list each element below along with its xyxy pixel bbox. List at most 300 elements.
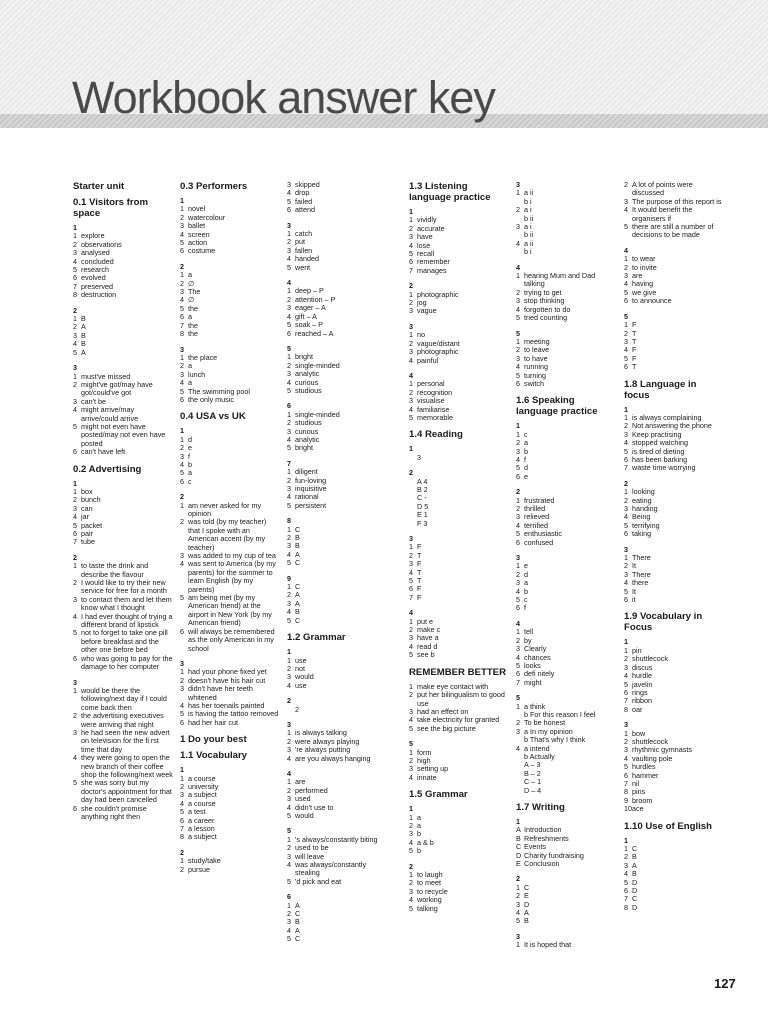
exercise-block [73,307,173,357]
answer-item-number: 1 [287,834,291,844]
answer-section [624,181,724,372]
answer-line [73,687,173,712]
exercise-block [624,638,724,714]
answer-item-number: 1 [516,882,520,892]
answer-text: she was sorry but my doctor's appointment for that day had been cancelled [81,778,174,805]
answer-item-number: 2 [409,755,413,765]
answer-section [516,395,616,795]
answer-text: D [632,877,638,887]
answer-text: T [632,362,637,372]
answer-text: f [524,603,526,613]
answer-text: study/take [188,856,221,866]
answer-text: broom [632,795,653,805]
answer-line [180,594,280,628]
exercise-block [516,554,616,613]
answer-line [73,406,173,423]
answer-item-number: 6 [180,815,184,825]
exercise-number: 3 [73,677,77,687]
exercise-block [180,263,280,339]
section-title: 0.4 USA vs UK [180,411,246,423]
answer-text: put her bilingualism to good use [417,690,507,708]
answer-text: A [81,322,86,332]
exercise-block [73,480,173,547]
answer-line [180,371,280,379]
answer-item-number: 3 [624,504,628,513]
answer-item-number: 2 [73,379,77,389]
answer-line [287,617,387,625]
exercise-block [409,372,509,422]
answer-item-number: 3 [409,306,413,316]
exercise-number: 4 [287,278,291,288]
exercise-number: 2 [624,478,628,488]
answer-line [287,330,387,338]
answer-item-number: 1 [180,434,184,444]
answer-line [516,892,616,900]
answer-section [624,379,724,605]
answer-text: fallen [295,245,313,255]
answer-item-number: 2 [409,223,413,233]
answer-item-number: 4 [287,802,291,812]
answer-text: reached – A [295,328,334,338]
answer-item-number: 4 [624,279,628,289]
answer-text: hammer [632,770,659,780]
answer-text: are [295,777,306,787]
answer-item-number: 1 [180,667,184,677]
section-title: 0.2 Advertising [73,463,142,475]
answer-item-number: 4 [624,438,628,448]
answer-text: chances [524,652,551,662]
answer-item-number: 4 [287,753,291,763]
exercise-number: 1 [409,444,413,454]
answer-line [624,363,724,371]
answer-text: c [524,429,528,439]
exercise-block [624,721,724,813]
answer-item-number: 3 [287,745,291,755]
answer-line [287,902,387,910]
answer-item-number: B [516,833,521,843]
answer-item-number: 4 [624,578,628,588]
answer-text: a [417,812,421,822]
answer-item-number: 2 [287,418,291,428]
answer-text: accurate [417,223,445,233]
answer-text: was sent to America (by my parents) for the summer to learn English (by my parents) [188,559,278,594]
exercise-number: 3 [409,321,413,331]
exercise-number: 5 [516,328,520,338]
exercise-block [409,323,509,365]
answer-item-number: 5 [624,353,628,363]
exercise-number: 1 [624,637,628,647]
answer-text: B [295,607,300,617]
answer-text: analytic [295,369,320,379]
answer-text: a In my opinion [524,726,573,736]
answer-item-number: 1 [516,701,520,711]
answer-text: a ii [524,188,534,198]
answer-item-number: 5 [287,262,291,272]
answer-text: can't have left [81,447,126,457]
exercise-block [409,445,509,462]
answer-line [287,551,387,559]
answer-line [287,927,387,935]
section-title: 1.6 Speaking language practice [516,395,598,418]
answer-text: There [632,569,651,579]
answer-line [287,608,387,616]
answer-item-number: 7 [180,824,184,833]
answer-column-5 [516,181,616,957]
answer-text: has her toenails painted [188,700,265,710]
answer-line [287,935,387,943]
exercise-block [409,863,509,913]
answer-text: personal [417,379,445,389]
answer-item-number: 5 [287,558,291,568]
answer-text: 're always putting [295,745,351,755]
answer-item-number: 7 [516,677,520,687]
answer-text: gift – A [295,311,317,321]
answer-item-number: 4 [73,405,77,415]
exercise-number: 1 [73,223,77,232]
answer-text: jog [417,298,427,308]
answer-section [516,802,616,950]
answer-item-number: 2 [409,550,413,560]
exercise-number: 4 [624,245,628,255]
exercise-block [516,933,616,950]
answer-text: B [632,869,637,879]
answer-text: D 5 [417,501,429,511]
answer-line [409,725,509,733]
exercise-block [180,660,280,727]
answer-line [516,588,616,596]
answer-line [73,655,173,672]
answer-item-number: 3 [624,196,628,206]
answer-text: having [632,279,654,289]
answer-item-number: 6 [516,603,520,613]
answer-item-number: 2 [180,361,184,371]
answer-section [409,667,509,782]
section-title: 1 Do your best [180,734,247,746]
exercise-block [287,279,387,338]
answer-text: ballet [188,221,206,231]
answer-line [409,585,509,593]
answer-line [624,904,724,912]
answer-item-number: 2 [516,504,520,513]
answer-item-number: 1 [516,429,520,439]
exercise-number: 4 [516,618,520,628]
exercise-number: 2 [409,468,413,478]
answer-item-number: 5 [180,593,184,603]
answer-item-number: 5 [73,421,77,431]
answer-item-number: 6 [287,328,291,338]
answer-item-number: 6 [73,447,77,457]
answer-line [516,448,616,456]
answer-item-number: D [516,850,522,860]
answer-text: A [81,347,86,357]
answer-item-number: 5 [73,520,77,530]
exercise-block [409,282,509,316]
answer-item-number: 8 [180,832,184,842]
answer-item-number: 6 [180,394,184,404]
answer-item-number: 5 [180,807,184,817]
answer-column-6 [624,181,724,919]
answer-item-number: 3 [287,672,291,682]
answer-line [624,181,724,198]
answer-item-number: 4 [409,641,413,651]
answer-text: hurdle [632,671,652,681]
answer-item-number: 9 [624,795,628,805]
exercise-block [287,893,387,943]
answer-item-number: 2 [287,663,291,673]
answer-item-number: 3 [287,245,291,255]
answer-text: a [188,361,192,371]
answer-text: b [524,446,528,456]
answer-item-number: 4 [516,520,520,530]
answer-item-number: 1 [409,379,413,389]
answer-text: am never asked for my opinion [188,500,264,518]
answer-item-number: 4 [180,229,184,239]
answer-text: a test [188,807,206,817]
answer-text: f [524,454,526,464]
answer-line [73,805,173,822]
answer-text: photographic [417,289,459,299]
answer-item-number: 2 [180,517,184,527]
answer-line [287,206,387,214]
answer-line [287,526,387,534]
answer-text: a think [524,701,546,711]
answer-line [287,910,387,918]
answer-text: I would like to try their new service for free for a month [81,578,168,596]
answer-text: is having the tattoo removed [188,709,279,719]
answer-item-number: 2 [624,421,628,431]
section-title: 1.2 Grammar [287,632,346,644]
answer-item-number: 2 [516,205,520,215]
answer-item-number: 5 [287,811,291,820]
answer-text: C [295,558,301,568]
answer-item-number: 8 [73,290,77,300]
answer-item-number: 1 [73,486,77,496]
answer-text: to recycle [417,886,448,896]
answer-text: D – 4 [524,785,542,795]
answer-text: pair [81,529,93,538]
answer-line [409,569,509,577]
answer-text: to have [524,353,548,363]
exercise-block [287,517,387,567]
answer-item-number: 6 [180,626,184,636]
section-title: 1.3 Listening language practice [409,181,491,203]
answer-text: to meet [417,878,441,888]
answer-text: inquisitive [295,484,327,493]
exercise-block [409,683,509,733]
answer-item-number: 2 [180,212,184,222]
section-title: 1.9 Vocabulary in Focus [624,611,703,634]
answer-column-1 [73,181,173,828]
answer-item-number: 7 [73,537,77,547]
answer-item-number: 3 [287,794,291,804]
exercise-block [516,818,616,868]
answer-item-number: 2 [516,635,520,645]
answer-text: a career [188,815,215,825]
answer-item-number: 7 [409,592,413,602]
exercise-number: 8 [287,516,291,526]
answer-item-number: 4 [624,205,628,215]
answer-text: might arrive/may arrive/could arrive [81,405,139,423]
answer-text: a [188,270,192,280]
answer-item-number: 2 [180,675,184,685]
answer-item-number: 4 [287,680,291,690]
exercise-number: 5 [287,343,291,353]
answer-line [180,478,280,486]
answer-line [180,305,280,313]
answer-line [180,719,280,727]
answer-item-number: 1 [409,812,413,822]
answer-item-number: 4 [73,753,77,763]
exercise-block [409,805,509,855]
answer-item-number: 3 [409,706,413,716]
answer-text: Not answering the phone [632,421,712,431]
answer-item-number: 5 [287,196,291,206]
exercise-number: 2 [409,861,413,871]
answer-item-number: 4 [73,611,77,621]
answer-text: F [417,592,422,602]
answer-line [73,315,173,323]
answer-item-number: 4 [516,586,520,596]
exercise-block [287,648,387,690]
answer-item-number: 3 [287,851,291,861]
answer-line [287,682,387,690]
answer-line [624,530,724,538]
answer-text: 3 [417,452,421,462]
exercise-number: 3 [624,720,628,730]
answer-text: research [81,265,109,275]
answer-line [409,839,509,847]
answer-item-number: 4 [287,860,291,870]
answer-text: put [295,237,305,247]
answer-text: handed [295,254,319,264]
answer-item-number: 3 [409,232,413,242]
answer-text: was always/constantly stealing [295,860,369,878]
answer-column-3 [287,181,387,951]
answer-text: analytic [295,434,320,444]
answer-line [180,628,280,653]
answer-item-number: 7 [624,778,628,788]
answer-item-number: 6 [624,886,628,896]
answer-item-number: 3 [516,512,520,522]
exercise-number: 2 [180,492,184,502]
answer-item-number: 2 [287,360,291,370]
answer-item-number: 8 [624,787,628,797]
answer-item-number: 2 [409,820,413,830]
answer-text: curious [295,426,319,436]
answer-item-number: 1 [409,330,413,340]
answer-text: f [188,451,190,461]
section-title: 1.8 Language in focus [624,378,697,401]
exercise-block [73,364,173,456]
answer-item-number: 5 [287,934,291,944]
answer-text: fun-loving [295,475,327,485]
answer-text: vaulting pole [632,753,673,763]
exercise-block [180,346,280,405]
answer-item-number: 8 [624,902,628,912]
answer-line [73,323,173,331]
answer-text: to laugh [417,870,443,879]
answer-item-number: 2 [73,711,77,721]
answer-item-number: 5 [180,468,184,478]
exercise-block [516,181,616,257]
answer-line [180,354,280,362]
exercise-number: 4 [409,370,413,380]
answer-text: university [188,781,219,791]
exercise-number: 9 [287,573,291,583]
exercise-number: 5 [624,311,628,321]
answer-item-number: 2 [516,438,520,448]
answer-item-number: 3 [180,287,184,297]
answer-line [287,502,387,510]
answer-line [409,543,509,551]
answer-line [180,518,280,552]
answer-item-number: 3 [409,764,413,774]
answer-text: C [295,524,301,534]
answer-text: to announce [632,296,672,306]
exercise-block [624,837,724,913]
answer-item-number: 5 [180,303,184,313]
answer-text: the advertising executives were arriving that night [81,711,166,729]
answer-line [409,267,509,275]
answer-item-number: 1 [409,289,413,299]
answer-line [180,436,280,444]
answer-text: B [81,314,86,324]
answer-item-number: 4 [624,671,628,681]
answer-item-number: 6 [73,273,77,283]
answer-text: T [417,576,422,586]
answer-text: It is hoped that [524,940,572,950]
exercise-number: 1 [180,765,184,775]
answer-item-number: 4 [180,798,184,808]
answer-line [287,755,387,763]
answer-line [287,918,387,926]
answer-item-number: 2 [516,345,520,355]
answer-line [624,338,724,346]
answer-text: a subject [188,832,217,842]
answer-text: a [188,378,192,388]
answer-text: by [524,635,532,645]
answer-text: defi nitely [524,669,555,679]
answer-text: b Actually [524,751,555,761]
answer-item-number: 3 [287,484,291,493]
answer-line [73,596,173,613]
answer-text: innate [417,772,437,782]
answer-text: e [524,561,528,571]
exercise-block [624,546,724,605]
answer-text: the [188,329,198,339]
answer-item-number: 10 [624,804,632,814]
answer-item-number: 4 [516,454,520,464]
answer-text: A [295,925,300,935]
answer-item-number: 4 [287,434,291,444]
exercise-number: 1 [287,647,291,657]
answer-item-number: 4 [409,567,413,577]
answer-line [624,879,724,887]
answer-text: concluded [81,256,114,266]
answer-item-number: 3 [180,221,184,231]
answer-item-number: 1 [73,561,77,571]
answer-text: soak – P [295,320,323,330]
answer-text: T [632,336,637,346]
answer-text: F [632,353,637,363]
answer-item-number: 6 [409,257,413,267]
exercise-block [287,222,387,272]
exercise-block [73,224,173,300]
answer-item-number: 2 [624,328,628,338]
answer-line [516,314,616,322]
answer-item-number: 3 [624,271,628,281]
answer-text: was told (by my teacher) that I spoke with an American accent (by my teacher) [188,517,269,552]
